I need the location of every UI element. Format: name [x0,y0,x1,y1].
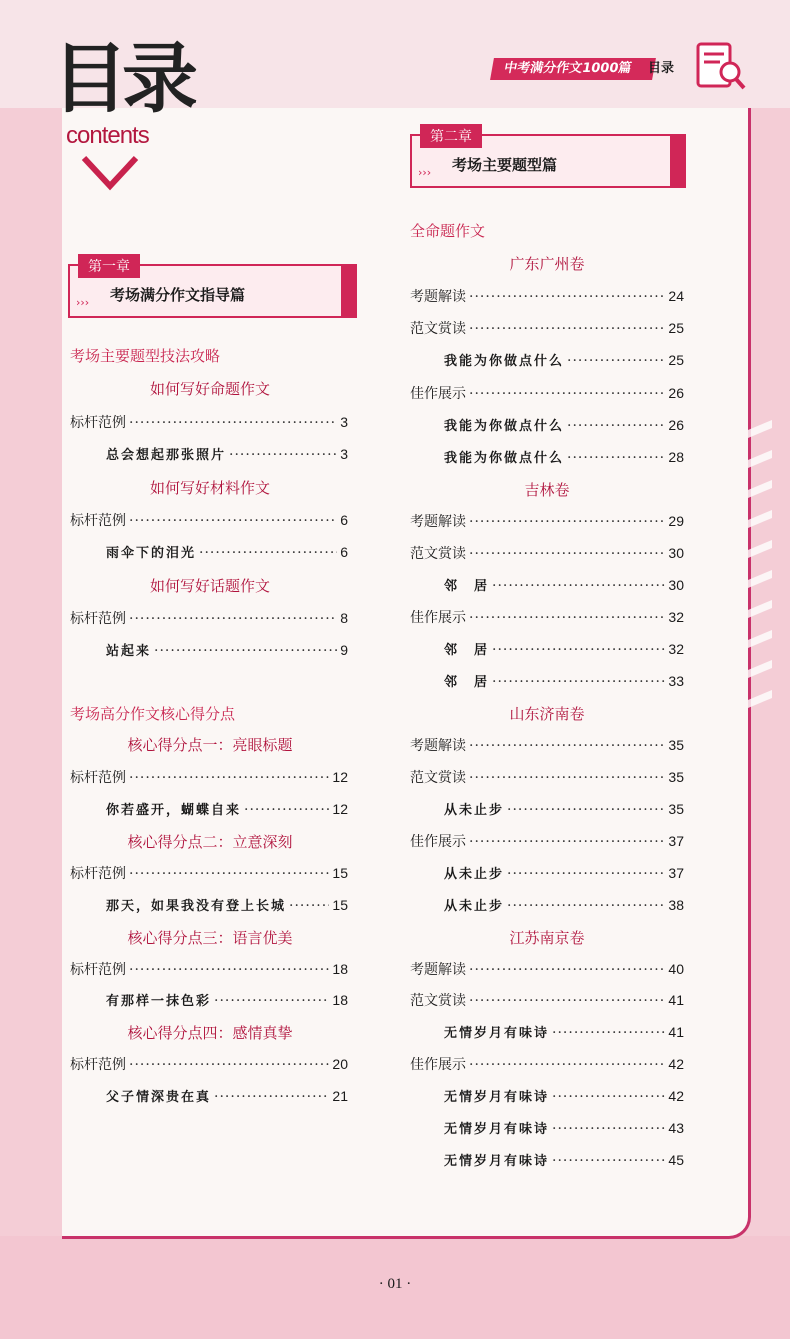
stripes-decoration [748,420,772,740]
subsection-heading: 江苏南京卷 [509,929,585,947]
subsection-heading: 广东广州卷 [509,255,585,273]
toc-entry[interactable]: 标杆范例 ····· 20 [70,1054,348,1074]
toc-entry[interactable]: 考题解读 ····· 35 [410,735,684,755]
toc-entry[interactable]: 佳作展示 ····· 37 [410,831,684,851]
toc-entry[interactable]: 那天，如果我没有登上长城 ····· 15 [106,895,348,914]
toc-entry[interactable]: 佳作展示 ····· 32 [410,607,684,627]
chapter-1-header [68,259,357,318]
chapter-accent-bar [670,136,684,186]
toc-entry[interactable]: 范文赏读 ····· 30 [410,543,684,563]
toc-entry[interactable]: 考题解读 ····· 40 [410,959,684,979]
toc-entry[interactable]: 标杆范例 ····· 15 [70,863,348,883]
toc-entry[interactable]: 邻 居 ····· 30 [444,575,684,594]
toc-entry[interactable]: 标杆范例 ····· 12 [70,767,348,787]
toc-entry[interactable]: 从未止步 ····· 37 [444,863,684,882]
subsection-heading: 如何写好命题作文 [149,380,270,398]
subsection-heading: 如何写好材料作文 [149,479,270,497]
subsection-heading: 吉林卷 [524,481,570,499]
toc-entry[interactable]: 邻 居 ····· 33 [444,671,684,690]
page-number: · 01 · [378,1276,412,1292]
toc-entry[interactable]: 标杆范例 ····· 3 [70,412,348,432]
chapter-2-header [410,129,686,188]
chapter-title: 考场主要题型篇 [452,156,558,174]
toc-entry[interactable]: 考题解读 ····· 29 [410,511,684,531]
subsection-heading: 核心得分点三：语言优美 [127,929,293,947]
section-heading: 全命题作文 [410,222,486,240]
book-banner: 中考满分作文1000篇 [490,58,656,80]
arrows-icon: ››› [76,296,90,309]
toc-entry[interactable]: 父子情深贵在真 ····· 21 [106,1086,348,1105]
page-title: 目录 [52,34,192,123]
toc-entry[interactable]: 我能为你做点什么 ····· 26 [444,415,684,434]
banner-tag: 目录 [648,61,675,76]
chapter-accent-bar [341,266,355,316]
subsection-heading: 山东济南卷 [509,705,585,723]
contents-label: contents [66,122,149,149]
toc-entry[interactable]: 无情岁月有味诗 ····· 41 [444,1022,684,1041]
toc-entry[interactable]: 雨伞下的泪光 ····· 6 [106,542,348,561]
section-heading: 考场主要题型技法攻略 [70,347,221,365]
subsection-heading: 如何写好话题作文 [149,577,270,595]
toc-entry[interactable]: 无情岁月有味诗 ····· 43 [444,1118,684,1137]
toc-entry[interactable]: 范文赏读 ····· 35 [410,767,684,787]
toc-entry[interactable]: 你若盛开，蝴蝶自来 ····· 12 [106,799,348,818]
toc-entry[interactable]: 我能为你做点什么 ····· 25 [444,350,684,369]
toc-entry[interactable]: 邻 居 ····· 32 [444,639,684,658]
toc-entry[interactable]: 站起来 ····· 9 [106,640,348,659]
toc-entry[interactable]: 范文赏读 ····· 41 [410,990,684,1010]
toc-entry[interactable]: 标杆范例 ····· 8 [70,608,348,628]
toc-entry[interactable]: 总会想起那张照片 ····· 3 [106,444,348,463]
section-heading: 考场高分作文核心得分点 [70,705,236,723]
toc-entry[interactable]: 佳作展示 ····· 26 [410,383,684,403]
toc-entry[interactable]: 无情岁月有味诗 ····· 42 [444,1086,684,1105]
toc-entry[interactable]: 标杆范例 ····· 18 [70,959,348,979]
toc-entry[interactable]: 标杆范例 ····· 6 [70,510,348,530]
toc-entry[interactable]: 无情岁月有味诗 ····· 45 [444,1150,684,1169]
toc-entry[interactable]: 佳作展示 ····· 42 [410,1054,684,1074]
chapter-title: 考场满分作文指导篇 [110,286,246,304]
toc-entry[interactable]: 我能为你做点什么 ····· 28 [444,447,684,466]
toc-entry[interactable]: 从未止步 ····· 35 [444,799,684,818]
book-search-icon [692,38,748,94]
subsection-heading: 核心得分点一：亮眼标题 [127,736,293,754]
toc-entry[interactable]: 范文赏读 ····· 25 [410,318,684,338]
arrows-icon: ››› [418,166,432,179]
chapter-number: 第二章 [420,124,482,148]
toc-entry[interactable]: 考题解读 ····· 24 [410,286,684,306]
subsection-heading: 核心得分点四：感情真挚 [127,1024,293,1042]
subsection-heading: 核心得分点二：立意深刻 [127,833,293,851]
chevron-down-icon [80,152,140,194]
toc-entry[interactable]: 有那样一抹色彩 ····· 18 [106,990,348,1009]
toc-entry[interactable]: 从未止步 ····· 38 [444,895,684,914]
chapter-number: 第一章 [78,254,140,278]
